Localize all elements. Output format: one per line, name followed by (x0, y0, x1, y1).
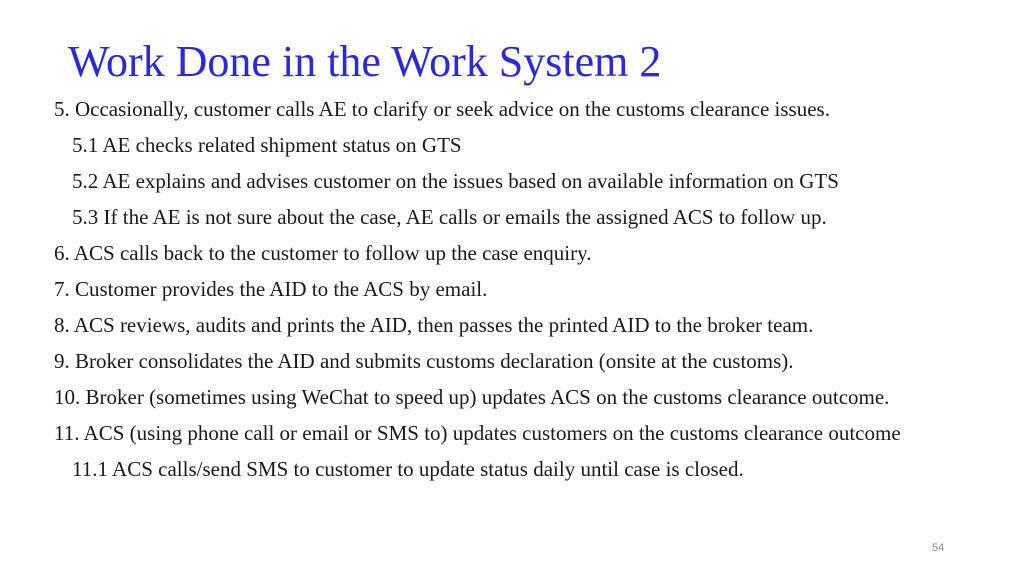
slide-body-list (54, 97, 954, 493)
list-subitem: 5.1 AE checks related shipment status on GTS (72, 133, 462, 157)
list-item: 9. Broker consolidates the AID and submits customs declaration (onsite at the customs). (54, 349, 794, 373)
list-item: 10. Broker (sometimes using WeChat to speed up) updates ACS on the customs clearance outcome. (54, 385, 890, 409)
list-item: 11. ACS (using phone call or email or SMS to) updates customers on the customs clearance outcome (54, 421, 901, 445)
slide-title: Work Done in the Work System 2 (68, 37, 662, 86)
page-number: 54 (932, 542, 945, 554)
list-subitem: 5.3 If the AE is not sure about the case, AE calls or emails the assigned ACS to follow up. (72, 205, 827, 229)
list-item: 6. ACS calls back to the customer to follow up the case enquiry. (54, 241, 592, 265)
list-subitem: 11.1 ACS calls/send SMS to customer to update status daily until case is closed. (72, 457, 744, 481)
list-item: 7. Customer provides the AID to the ACS by email. (54, 277, 488, 301)
list-subitem: 5.2 AE explains and advises customer on the issues based on available information on GTS (72, 169, 839, 193)
list-item: 5. Occasionally, customer calls AE to clarify or seek advice on the customs clearance issues. (54, 97, 830, 121)
list-item: 8. ACS reviews, audits and prints the AID, then passes the printed AID to the broker team. (54, 313, 814, 337)
